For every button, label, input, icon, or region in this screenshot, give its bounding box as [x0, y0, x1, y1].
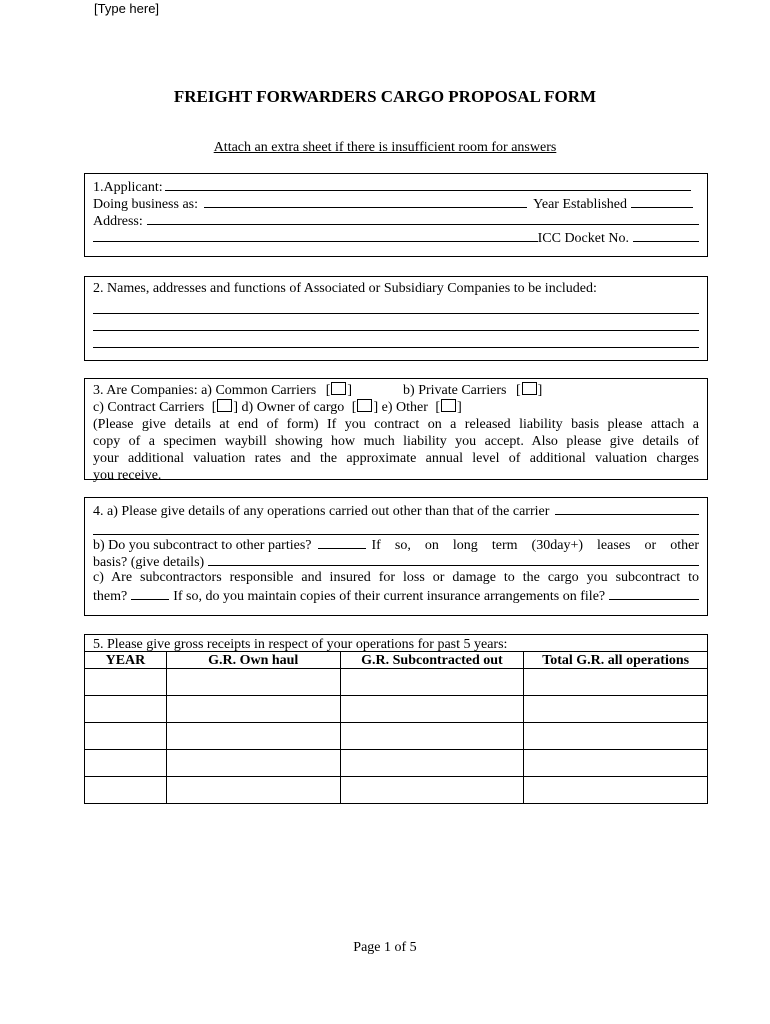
- subcontract-details-field[interactable]: [208, 552, 699, 566]
- section-5-heading-box: [84, 634, 708, 652]
- other-label: e) Other: [381, 400, 428, 415]
- address-field-line-2[interactable]: [93, 228, 538, 242]
- table-row: [85, 777, 708, 804]
- subcontracted-cell[interactable]: [340, 696, 524, 723]
- form-title: FREIGHT FORWARDERS CARGO PROPOSAL FORM: [173, 87, 597, 106]
- icc-docket-field[interactable]: [633, 228, 699, 242]
- subcontractors-insured-field[interactable]: [131, 586, 169, 600]
- total-cell[interactable]: [524, 723, 708, 750]
- subcontractors-question-line-2: them?: [93, 589, 128, 604]
- page-number: Page 1 of 5: [353, 940, 417, 955]
- associated-companies-line-2[interactable]: [93, 314, 699, 331]
- operations-details-field[interactable]: [555, 501, 699, 515]
- header-note: [Type here]: [94, 1, 160, 16]
- doing-business-field[interactable]: [204, 194, 527, 208]
- section-3-text-line-4: you receive.: [93, 468, 162, 483]
- subcontracted-cell[interactable]: [340, 669, 524, 696]
- applicant-label: 1.Applicant:: [93, 180, 163, 195]
- total-cell[interactable]: [524, 777, 708, 804]
- section-3-text-line-3: your additional valuation rates and the approximate annual level of additional valuation charges: [93, 451, 699, 466]
- section-3-text-line-1: (Please give details at end of form) If you contract on a released liability basis please attach a: [93, 417, 699, 432]
- icc-docket-label: ICC Docket No.: [537, 231, 629, 246]
- column-header-total: Total G.R. all operations: [524, 652, 708, 669]
- year-cell[interactable]: [85, 750, 167, 777]
- other-checkbox[interactable]: [441, 399, 456, 412]
- section-5-heading: 5. Please give gross receipts in respect of your operations for past 5 years:: [93, 637, 508, 652]
- own-haul-cell[interactable]: [166, 777, 340, 804]
- associated-companies-line-1[interactable]: [93, 297, 699, 314]
- year-established-field[interactable]: [631, 194, 693, 208]
- section-3-text-line-2: copy of a specimen waybill showing how much liability you accept. Also please give details of: [93, 434, 699, 449]
- table-row: [85, 669, 708, 696]
- doing-business-label: Doing business as:: [93, 197, 198, 212]
- subcontractors-question-line-1: c) Are subcontractors responsible and insured for loss or damage to the cargo you subcontract to: [93, 570, 699, 585]
- private-carriers-checkbox[interactable]: [522, 382, 537, 395]
- total-cell[interactable]: [524, 669, 708, 696]
- year-established-label: Year Established: [533, 197, 627, 212]
- own-haul-cell[interactable]: [166, 696, 340, 723]
- gross-receipts-table: [84, 651, 708, 804]
- private-carriers-label: b) Private Carriers: [403, 383, 507, 398]
- table-row: [85, 750, 708, 777]
- total-cell[interactable]: [524, 696, 708, 723]
- year-cell[interactable]: [85, 669, 167, 696]
- own-haul-cell[interactable]: [166, 669, 340, 696]
- subcontract-answer-field[interactable]: [318, 535, 366, 549]
- form-subtitle: Attach an extra sheet if there is insufficient room for answers: [213, 140, 557, 155]
- column-header-own-haul: G.R. Own haul: [166, 652, 340, 669]
- total-cell[interactable]: [524, 750, 708, 777]
- associated-companies-line-3[interactable]: [93, 331, 699, 348]
- common-carriers-checkbox[interactable]: [331, 382, 346, 395]
- insurance-copies-field[interactable]: [609, 586, 699, 600]
- own-haul-cell[interactable]: [166, 750, 340, 777]
- insurance-copies-question: If so, do you maintain copies of their current insurance arrangements on file?: [173, 589, 606, 604]
- give-details-label: basis? (give details): [93, 555, 205, 570]
- year-cell[interactable]: [85, 696, 167, 723]
- subcontract-lease-question: If so, on long term (30day+) leases or other: [371, 538, 699, 553]
- column-header-year: YEAR: [85, 652, 167, 669]
- year-cell[interactable]: [85, 723, 167, 750]
- address-label: Address:: [93, 214, 143, 229]
- section-3-company-type: 3. Are Companies: a) Common Carriers [ ] b) Private Carriers [ ] c) Contract Carriers [ ] d) Owner of cargo [ ] e) Other [ ] (Please give details at end of form) If you contract on a released liability basis please attach a copy of a specimen waybill showing how much liability you accept. Also please give details of your additional valuation rates and the approximate annual level of additional valuation charges you receive.: [84, 378, 708, 480]
- subcontract-question: b) Do you subcontract to other parties?: [93, 538, 312, 553]
- applicant-field[interactable]: [165, 177, 691, 191]
- contract-carriers-checkbox[interactable]: [217, 399, 232, 412]
- subcontracted-cell[interactable]: [340, 777, 524, 804]
- contract-carriers-label: c) Contract Carriers: [93, 400, 205, 415]
- table-header-row: [85, 652, 708, 669]
- common-carriers-label: 3. Are Companies: a) Common Carriers: [93, 383, 317, 398]
- subcontracted-cell[interactable]: [340, 723, 524, 750]
- section-2-heading: 2. Names, addresses and functions of Associated or Subsidiary Companies to be included:: [93, 281, 597, 296]
- year-cell[interactable]: [85, 777, 167, 804]
- address-field[interactable]: [147, 211, 699, 225]
- column-header-subcontracted: G.R. Subcontracted out: [340, 652, 524, 669]
- own-haul-cell[interactable]: [166, 723, 340, 750]
- owner-of-cargo-checkbox[interactable]: [357, 399, 372, 412]
- subcontracted-cell[interactable]: [340, 750, 524, 777]
- operations-details-line-2[interactable]: [93, 518, 699, 535]
- operations-details-label: 4. a) Please give details of any operations carried out other than that of the carrier: [93, 504, 550, 519]
- table-row: [85, 696, 708, 723]
- section-2-associated-companies: [84, 276, 708, 361]
- section-1-applicant: [84, 173, 708, 257]
- table-row: [85, 723, 708, 750]
- owner-of-cargo-label: d) Owner of cargo: [241, 400, 345, 415]
- section-4-operations: [84, 497, 708, 616]
